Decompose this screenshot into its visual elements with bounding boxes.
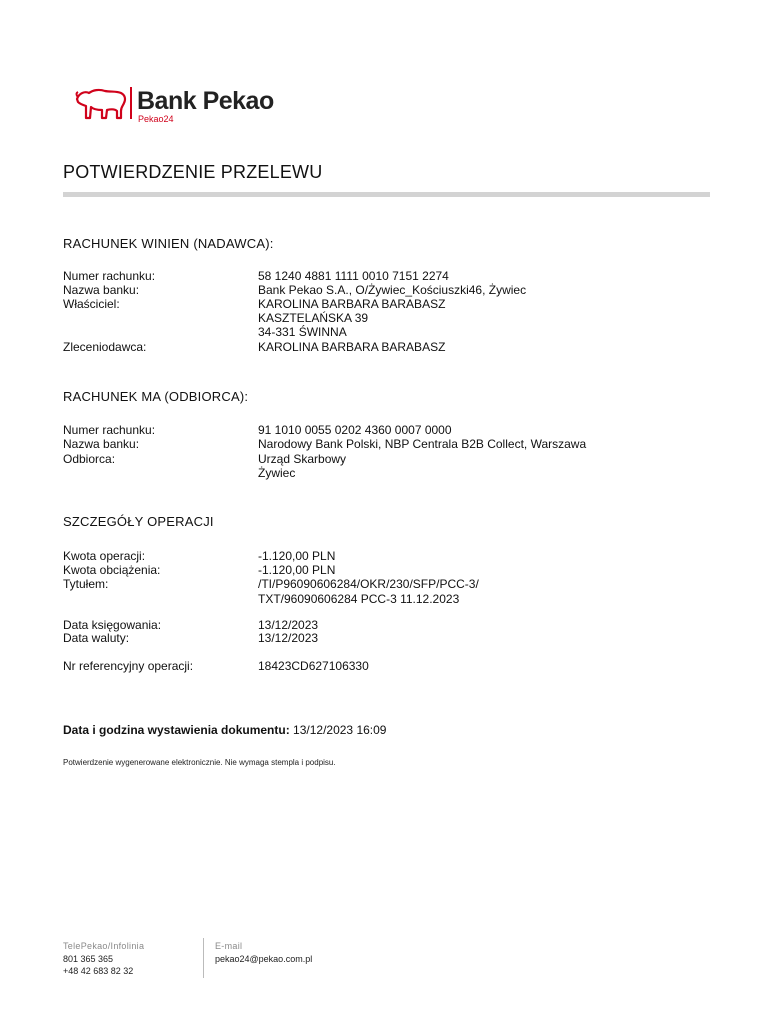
sender-owner-line-1: KAROLINA BARBARA BARABASZ	[258, 297, 446, 311]
charge-value: -1.120,00 PLN	[258, 563, 336, 577]
recipient-heading: RACHUNEK MA (ODBIORCA):	[63, 389, 249, 404]
recipient-bank-label: Nazwa banku:	[63, 437, 140, 451]
document-datetime	[63, 723, 386, 737]
document-datetime-label: Data i godzina wystawienia dokumentu:	[63, 723, 290, 737]
electronic-note: Potwierdzenie wygenerowane elektronicznie. Nie wymaga stempla i podpisu.	[63, 758, 336, 767]
footer-phone-label: TelePekao/Infolinia	[63, 941, 145, 951]
recipient-bank-value: Narodowy Bank Polski, NBP Centrala B2B Collect, Warszawa	[258, 437, 587, 451]
details-heading: SZCZEGÓŁY OPERACJI	[63, 514, 214, 529]
footer-phone-1: 801 365 365	[63, 954, 114, 964]
sender-bank-label: Nazwa banku:	[63, 283, 140, 297]
reference-label: Nr referencyjny operacji:	[63, 659, 194, 673]
footer-separator	[203, 938, 204, 978]
value-date-label: Data waluty:	[63, 631, 130, 645]
sender-principal-value: KAROLINA BARBARA BARABASZ	[258, 340, 446, 354]
bison-logo-icon	[75, 87, 127, 121]
transfer-title-line-1: /TI/P96090606284/OKR/230/SFP/PCC-3/	[258, 577, 479, 591]
footer-email-label: E-mail	[215, 941, 243, 951]
transfer-title-label: Tytułem:	[63, 577, 109, 591]
sender-principal-label: Zleceniodawca:	[63, 340, 147, 354]
reference-value: 18423CD627106330	[258, 659, 369, 673]
amount-value: -1.120,00 PLN	[258, 549, 336, 563]
transfer-title-line-2: TXT/96090606284 PCC-3 11.12.2023	[258, 592, 460, 606]
page-title: POTWIERDZENIE PRZELEWU	[63, 162, 323, 182]
sender-bank-value: Bank Pekao S.A., O/Żywiec_Kościuszki46, Żywiec	[258, 283, 527, 297]
recipient-name-label: Odbiorca:	[63, 452, 116, 466]
sender-heading: RACHUNEK WINIEN (NADAWCA):	[63, 236, 274, 251]
amount-label: Kwota operacji:	[63, 549, 146, 563]
document-datetime-value: 13/12/2023 16:09	[293, 723, 387, 737]
sender-owner-line-3: 34-331 ŚWINNA	[258, 325, 347, 339]
sender-account-value: 58 1240 4881 1111 0010 7151 2274	[258, 269, 449, 283]
logo-separator	[130, 87, 132, 119]
booking-date-value: 13/12/2023	[258, 618, 319, 632]
recipient-account-value: 91 1010 0055 0202 4360 0007 0000	[258, 423, 452, 437]
footer-email-link[interactable]: pekao24@pekao.com.pl	[215, 954, 313, 964]
recipient-account-label: Numer rachunku:	[63, 423, 156, 437]
charge-label: Kwota obciążenia:	[63, 563, 161, 577]
booking-date-label: Data księgowania:	[63, 618, 162, 632]
footer-phone-2: +48 42 683 82 32	[63, 966, 134, 976]
sender-account-label: Numer rachunku:	[63, 269, 156, 283]
sender-owner-line-2: KASZTELAŃSKA 39	[258, 311, 369, 325]
bank-name: Bank Pekao	[137, 87, 274, 115]
bank-subname: Pekao24	[138, 114, 174, 124]
value-date-value: 13/12/2023	[258, 631, 319, 645]
recipient-name-line-1: Urząd Skarbowy	[258, 452, 347, 466]
recipient-name-line-2: Żywiec	[258, 466, 296, 480]
sender-owner-label: Właściciel:	[63, 297, 120, 311]
title-divider	[63, 192, 710, 197]
